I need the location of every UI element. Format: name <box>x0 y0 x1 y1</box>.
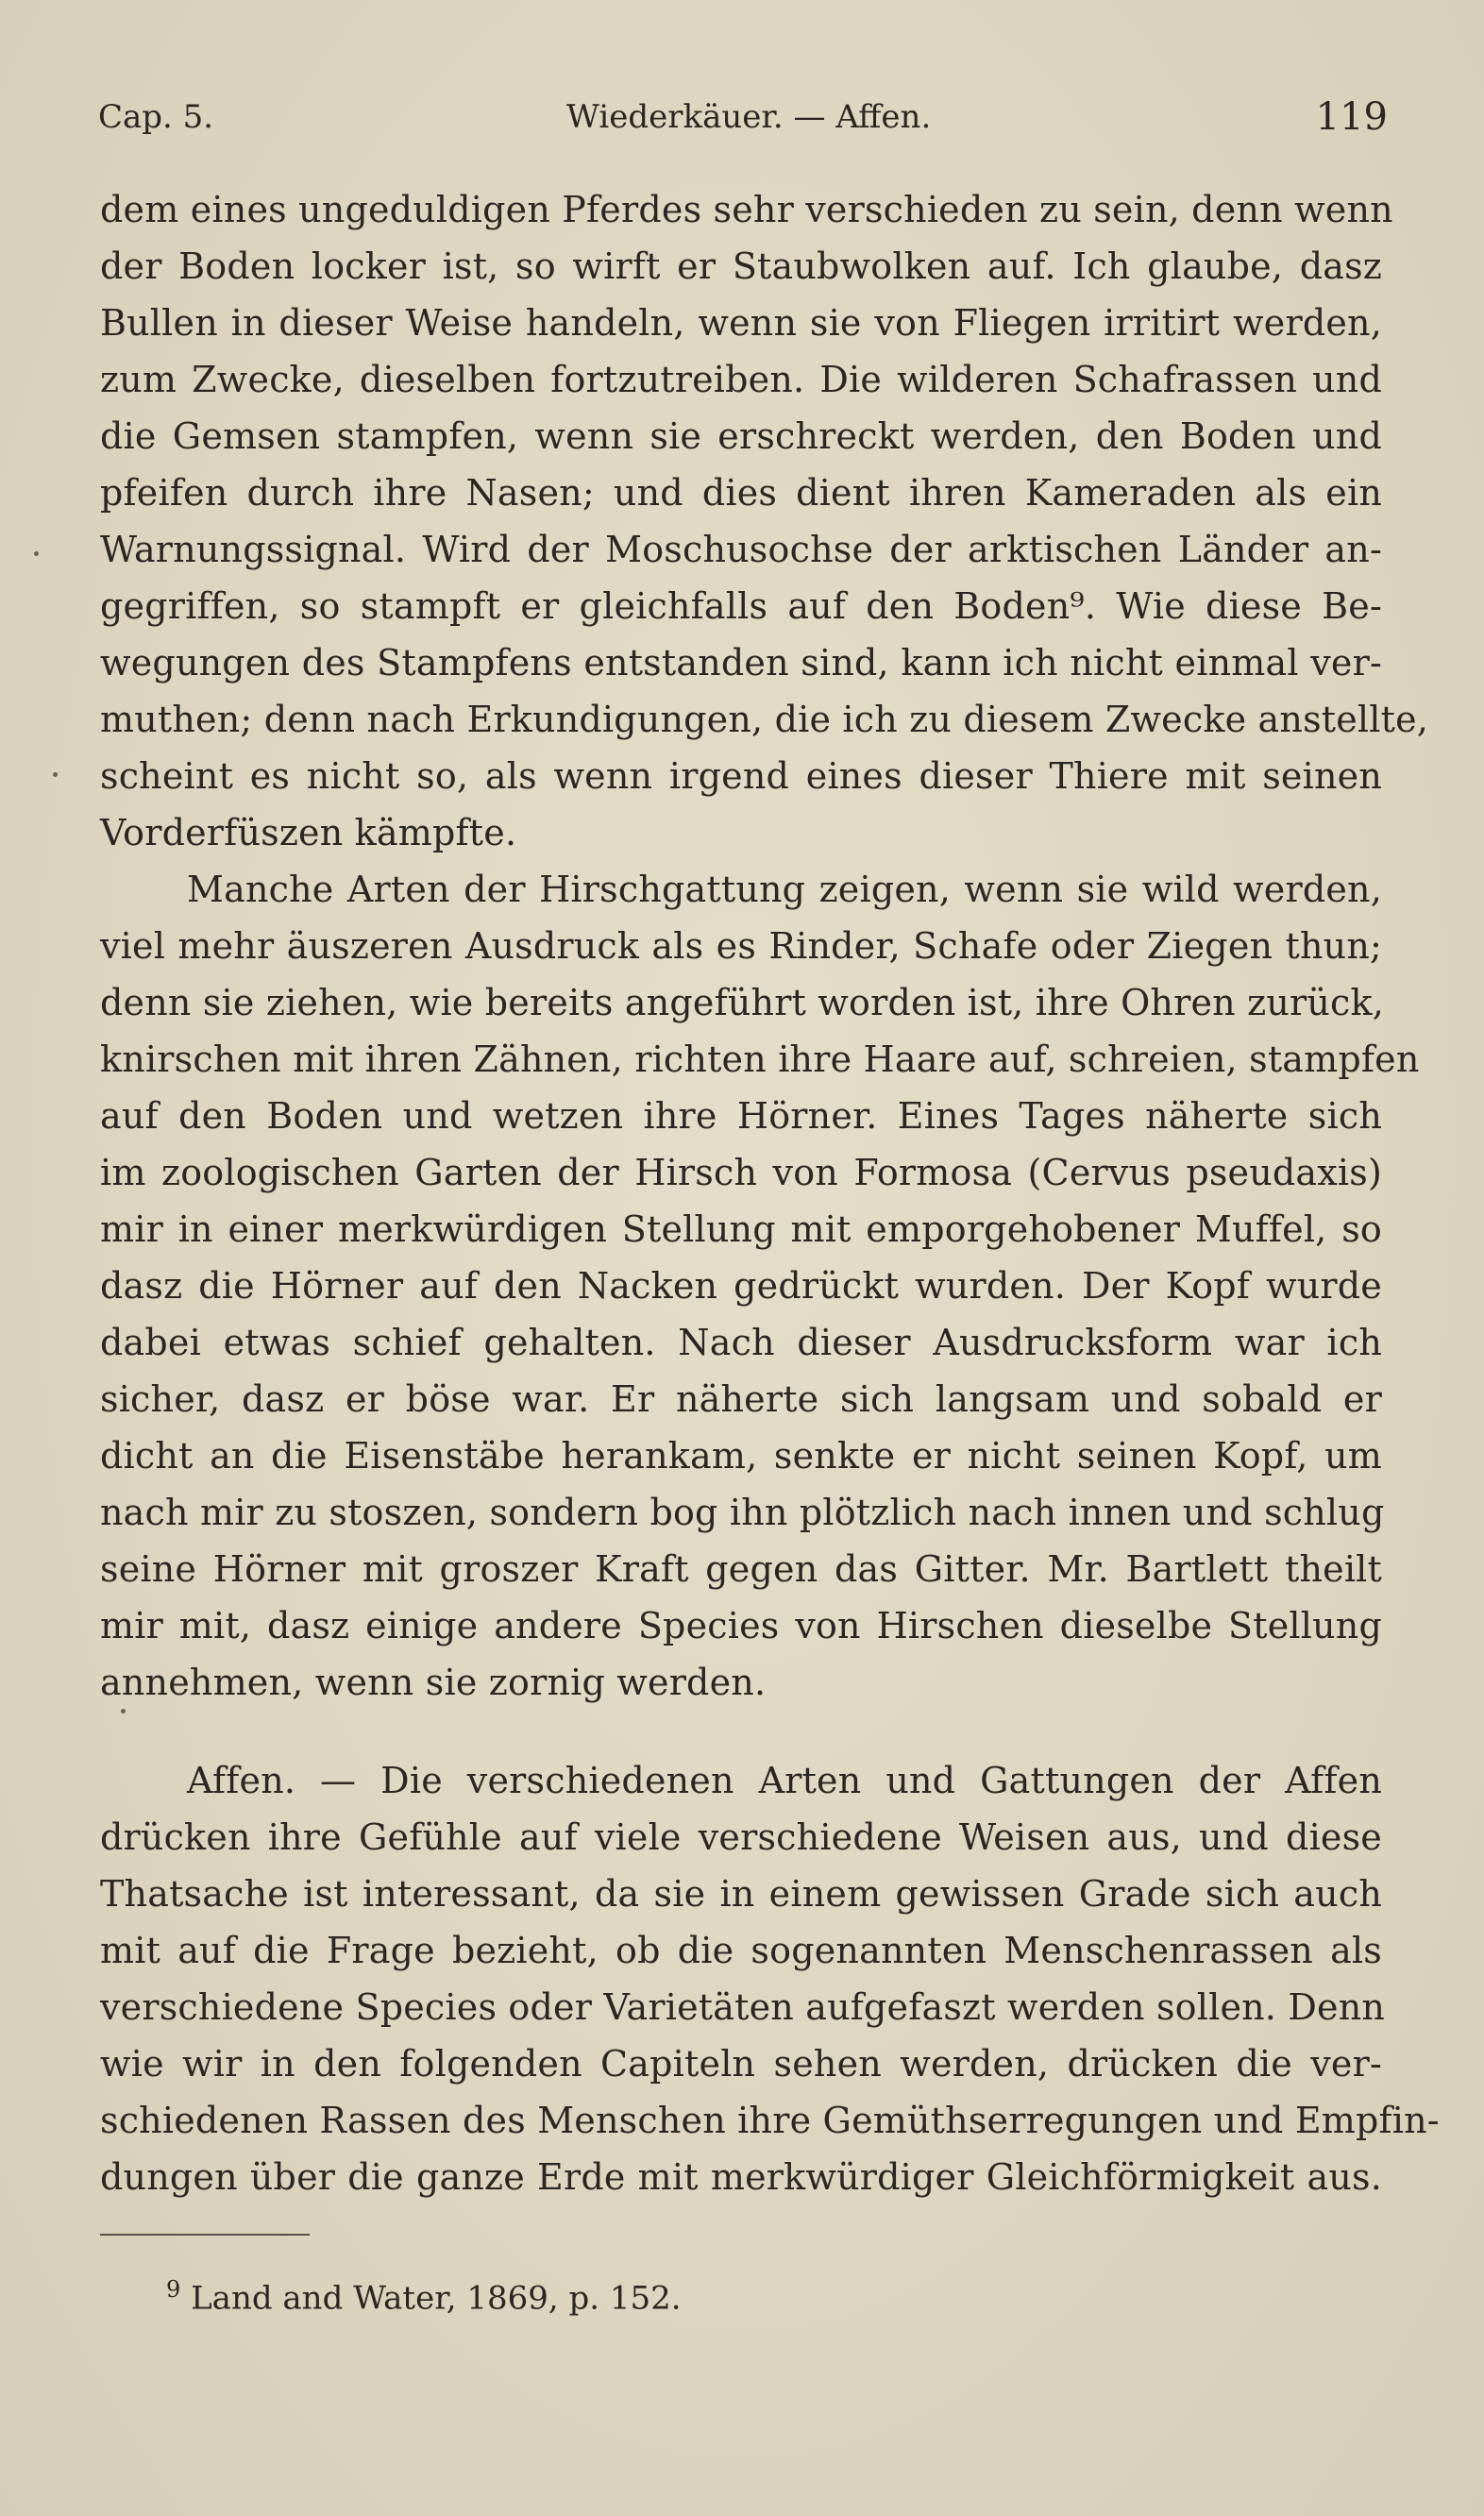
text-line: drücken ihre Gefühle auf viele verschiedene Weisen aus, und diese <box>100 1816 1382 1858</box>
text-line: mit auf die Frage bezieht, ob die sogenannten Menschenrassen als <box>100 1930 1382 1971</box>
footnote <box>166 2266 682 2322</box>
paper-speck <box>121 1709 126 1714</box>
footnote-divider <box>100 2234 310 2236</box>
text-line: dungen über die ganze Erde mit merkwürdiger Gleichförmigkeit aus. <box>100 2156 1382 2198</box>
text-line: denn sie ziehen, wie bereits angeführt worden ist, ihre Ohren zurück, <box>100 982 1385 1023</box>
text-line: dabei etwas schief gehalten. Nach dieser Ausdrucksform war ich <box>100 1322 1382 1363</box>
footnote-text: Land and Water, 1869, p. 152. <box>191 2279 682 2318</box>
text-line: Thatsache ist interessant, da sie in einem gewissen Grade sich auch <box>100 1873 1382 1915</box>
chapter-label: Cap. 5. <box>98 98 214 136</box>
text-line: auf den Boden und wetzen ihre Hörner. Eines Tages näherte sich <box>100 1095 1382 1137</box>
text-line: im zoologischen Garten der Hirsch von Formosa (Cervus pseudaxis) <box>100 1152 1382 1193</box>
text-line: scheint es nicht so, als wenn irgend eines dieser Thiere mit seinen <box>100 755 1382 797</box>
text-line: viel mehr äuszeren Ausdruck als es Rinder, Schafe oder Ziegen thun; <box>100 925 1382 967</box>
text-line: wie wir in den folgenden Capiteln sehen werden, drücken die ver- <box>100 2043 1382 2085</box>
text-line: Manche Arten der Hirschgattung zeigen, wenn sie wild werden, <box>187 869 1382 910</box>
section-lead-line: Affen. — Die verschiedenen Arten und Gattungen der Affen <box>187 1760 1382 1801</box>
text-line: mir mit, dasz einige andere Species von Hirschen dieselbe Stellung <box>100 1605 1382 1646</box>
text-line: dasz die Hörner auf den Nacken gedrückt wurden. Der Kopf wurde <box>100 1265 1382 1307</box>
text-line: schiedenen Rassen des Menschen ihre Gemüthserregungen und Empfin- <box>100 2100 1440 2141</box>
text-line: annehmen, wenn sie zornig werden. <box>100 1662 767 1703</box>
text-line: zum Zwecke, dieselben fortzutreiben. Die wilderen Schafrassen und <box>100 359 1382 400</box>
running-header <box>98 93 1388 142</box>
text-line: Bullen in dieser Weise handeln, wenn sie von Fliegen irritirt werden, <box>100 302 1382 344</box>
footnote-marker: 9 <box>166 2276 181 2303</box>
text-line: der Boden locker ist, so wirft er Staubwolken auf. Ich glaube, dasz <box>100 245 1382 287</box>
running-title: Wiederkäuer. — Affen. <box>566 98 932 136</box>
text-line: pfeifen durch ihre Nasen; und dies dient ihren Kameraden als ein <box>100 472 1382 514</box>
text-line: gegriffen, so stampft er gleichfalls auf den Boden⁹. Wie diese Be- <box>100 585 1382 627</box>
text-line: nach mir zu stoszen, sondern bog ihn plötzlich nach innen und schlug <box>100 1492 1385 1533</box>
text-line: seine Hörner mit groszer Kraft gegen das Gitter. Mr. Bartlett theilt <box>100 1548 1382 1590</box>
text-line: knirschen mit ihren Zähnen, richten ihre Haare auf, schreien, stampfen <box>100 1038 1420 1080</box>
paper-speck <box>34 551 39 556</box>
text-line: dem eines ungeduldigen Pferdes sehr verschieden zu sein, denn wenn <box>100 189 1393 230</box>
text-line: mir in einer merkwürdigen Stellung mit emporgehobener Muffel, so <box>100 1208 1382 1250</box>
text-line: sicher, dasz er böse war. Er näherte sich langsam und sobald er <box>100 1378 1382 1420</box>
text-line: Warnungssignal. Wird der Moschusochse der arktischen Länder an- <box>100 529 1382 570</box>
text-line: muthen; denn nach Erkundigungen, die ich zu diesem Zwecke anstellte, <box>100 699 1429 740</box>
text-line: dicht an die Eisenstäbe herankam, senkte er nicht seinen Kopf, um <box>100 1435 1382 1477</box>
text-line: verschiedene Species oder Varietäten aufgefaszt werden sollen. Denn <box>100 1986 1386 2028</box>
text-line: Vorderfüszen kämpfte. <box>100 812 517 853</box>
text-line: die Gemsen stampfen, wenn sie erschreckt werden, den Boden und <box>100 415 1382 457</box>
paper-speck <box>53 772 58 777</box>
page-number: 119 <box>1315 95 1388 139</box>
text-line: wegungen des Stampfens entstanden sind, kann ich nicht einmal ver- <box>100 642 1382 684</box>
